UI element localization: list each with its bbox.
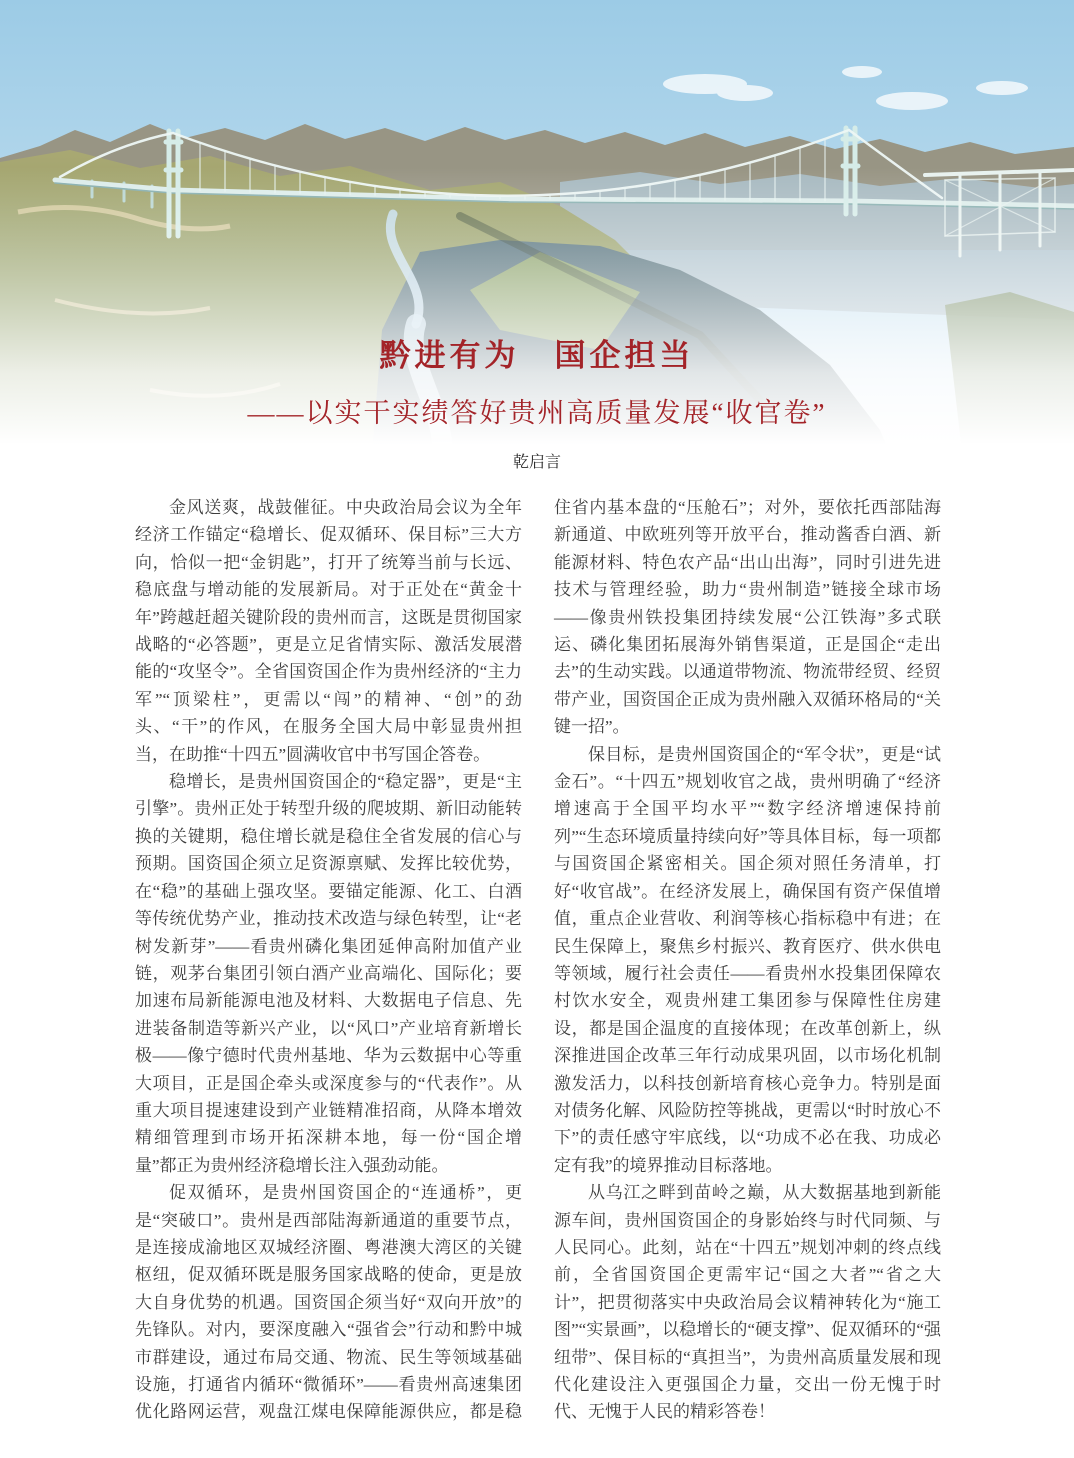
paragraph-1: 金风送爽，战鼓催征。中央政治局会议为全年经济工作锚定“稳增长、促双循环、保目标”三大方向，恰似一把“金钥匙”，打开了统筹当前与长远、稳底盘与增动能的发展新局。对于正处在“黄金十年”跨越赶超关键阶段的贵州而言，这既是贯彻国家战略的“必答题”，更是立足省情实际、激活发展潜能的“攻坚令”。全省国资国企作为贵州经济的“主力军”“顶梁柱”，更需以“闯”的精神、“创”的劲头、“干”的作风，在服务全国大局中彰显贵州担当，在助推“十四五”圆满收官中书写国企答卷。 bbox=[135, 498, 522, 764]
paragraph-3: 促双循环，是贵州国资国企的“连通桥”，更是“突破口”。贵州是西部陆海新通道的重要节点，是连接成渝地区双城经济圈、粤港澳大湾区的关键枢纽，促双循环既是服务国家战略的使命，更是放大自身优势的机遇。国资国企须当好“双向开放”的先锋队。对内，要深度融入“强省会”行动和黔中城市群建设，通过布局交通、物流、民生等领域基础设施，打通省内循环“微循环”——看贵州高速集团优化路网运营，观盘江煤电保障能源供应，都是稳住省内基本盘的“压舱石”；对外，要依托西部陆海新通道、中欧班列等开放平台，推动酱香白酒、新能源材料、特色农产品“出山出海”，同时引进先进技术与管理经验，助力“贵州制造”链接全球市场——像贵州铁投集团持续发展“公江铁海”多式联运、磷化集团拓展海外销售渠道，正是国企“走出去”的生动实践。以通道带物流、物流带经贸、经贸带产业，国资国企正成为贵州融入双循环格局的“关键一招”。 bbox=[135, 498, 941, 1422]
paragraph-4: 保目标，是贵州国资国企的“军令状”，更是“试金石”。“十四五”规划收官之战，贵州明确了“经济增速高于全国平均水平”“数字经济增速保持前列”“生态环境质量持续向好”等具体目标，每一项都与国资国企紧密相关。国企须对照任务清单，打好“收官战”。在经济发展上，确保国有资产保值增值，重点企业营收、利润等核心指标稳中有进；在民生保障上，聚焦乡村振兴、教育医疗、供水供电等领域，履行社会责任——看贵州水投集团保障农村饮水安全，观贵州建工集团参与保障性住房建设，都是国企温度的直接体现；在改革创新上，纵深推进国企改革三年行动成果巩固，以市场化机制激发活力，以科技创新培育核心竞争力。特别是面对债务化解、风险防控等挑战，更需以“时时放心不下”的责任感守牢底线，以“功成不必在我、功成必定有我”的境界推动目标落地。 bbox=[554, 744, 941, 1175]
article-body bbox=[135, 494, 941, 1426]
paragraph-2: 稳增长，是贵州国资国企的“稳定器”，更是“主引擎”。贵州正处于转型升级的爬坡期、新旧动能转换的关键期，稳住增长就是稳住全省发展的信心与预期。国资国企须立足资源禀赋、发挥比较优势，在“稳”的基础上强攻坚。要锚定能源、化工、白酒等传统优势产业，推动技术改造与绿色转型，让“老树发新芽”——看贵州磷化集团延伸高附加值产业链，观茅台集团引领白酒产业高端化、国际化；要加速布局新能源电池及材料、大数据电子信息、先进装备制造等新兴产业，以“风口”产业培育新增长极——像宁德时代贵州基地、华为云数据中心等重大项目，正是国企牵头或深度参与的“代表作”。从重大项目提速建设到产业链精准招商，从降本增效精细管理到市场开拓深耕本地，每一份“国企增量”都正为贵州经济稳增长注入强劲动能。 bbox=[135, 772, 522, 1175]
author-name: 乾启言 bbox=[512, 454, 561, 471]
paragraph-5: 从乌江之畔到苗岭之巅，从大数据基地到新能源车间，贵州国资国企的身影始终与时代同频、与人民同心。此刻，站在“十四五”规划冲刺的终点线前，全省国资国企更需牢记“国之大者”“省之大计”，把贯彻落实中央政治局会议精神转化为“施工图”“实景画”，以稳增长的“硬支撑”、促双循环的“强纽带”、保目标的“真担当”，为贵州高质量发展和现代化建设注入更强国企力量，交出一份无愧于时代、无愧于人民的精彩答卷！ bbox=[554, 1183, 941, 1422]
page-subtitle: ——以实干实绩答好贵州高质量发展“收官卷” bbox=[247, 398, 827, 428]
page-title: 黔进有为 国企担当 bbox=[379, 338, 695, 373]
